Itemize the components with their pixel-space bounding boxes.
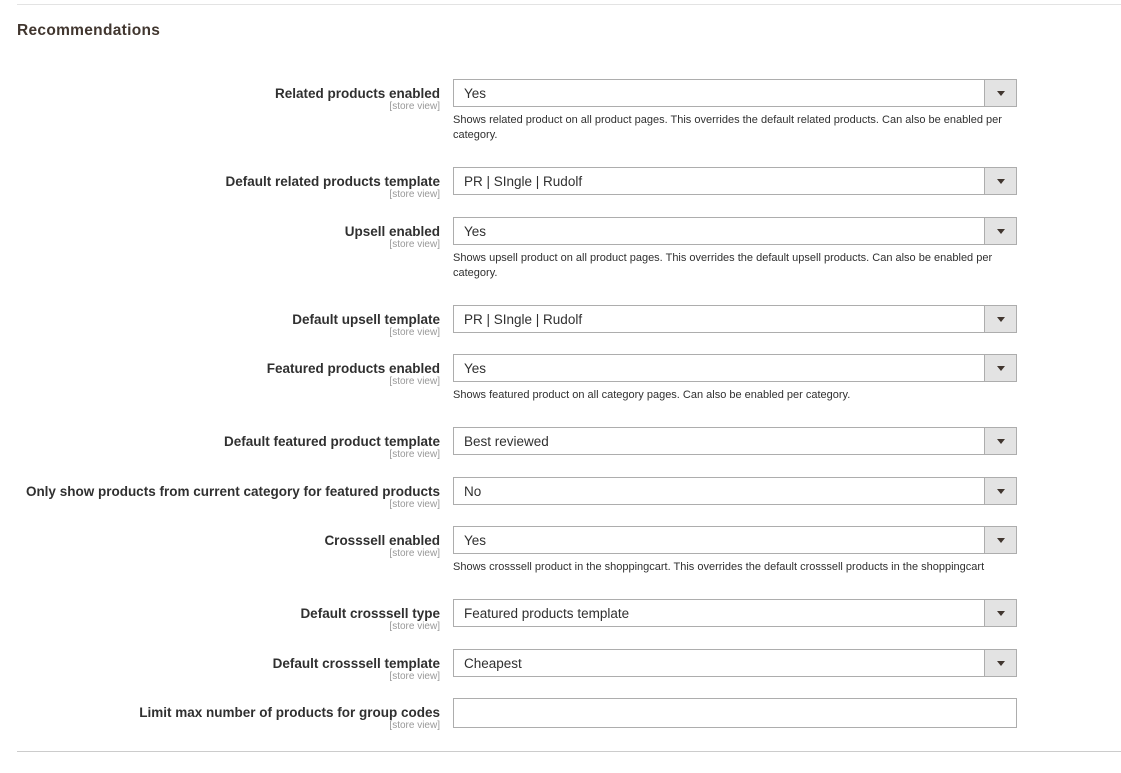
featured-enabled-select[interactable] [453, 354, 1017, 382]
crosssell-type-select[interactable] [453, 599, 1017, 627]
select-value: Yes [464, 533, 487, 548]
field-label: Related products enabled [274, 86, 440, 101]
scope-label: [store view] [389, 239, 440, 250]
chevron-down-icon[interactable] [984, 306, 1016, 332]
field-label: Default related products template [225, 174, 440, 189]
chevron-down-icon[interactable] [984, 80, 1016, 106]
scope-label: [store view] [389, 189, 440, 200]
upsell-enabled-select[interactable] [453, 217, 1017, 245]
field-note: Shows related product on all product pages. This overrides the default related products. Can also be enabled per category. [453, 114, 1002, 141]
upsell-template-select[interactable] [453, 305, 1017, 333]
chevron-down-icon[interactable] [984, 428, 1016, 454]
crosssell-template-select[interactable] [453, 649, 1017, 677]
scope-label: [store view] [389, 101, 440, 112]
chevron-down-icon[interactable] [984, 527, 1016, 553]
chevron-down-icon[interactable] [984, 478, 1016, 504]
scope-label: [store view] [389, 376, 440, 387]
scope-label: [store view] [389, 671, 440, 682]
section-bottom-divider [17, 751, 1121, 752]
scope-label: [store view] [389, 499, 440, 510]
chevron-down-icon[interactable] [984, 218, 1016, 244]
related-template-select[interactable] [453, 167, 1017, 195]
scope-label: [store view] [389, 548, 440, 559]
section-title: Recommendations [17, 22, 161, 39]
field-label: Default upsell template [292, 312, 440, 327]
field-label: Limit max number of products for group codes [139, 705, 440, 720]
featured-template-select[interactable] [453, 427, 1017, 455]
field-label: Featured products enabled [266, 361, 440, 376]
select-value: Cheapest [464, 656, 522, 671]
scope-label: [store view] [389, 449, 440, 460]
scope-label: [store view] [389, 621, 440, 632]
select-value: PR | SIngle | Rudolf [464, 312, 583, 327]
chevron-down-icon[interactable] [984, 650, 1016, 676]
field-label: Crosssell enabled [324, 533, 440, 548]
chevron-down-icon[interactable] [984, 168, 1016, 194]
max-products-group-codes-input[interactable] [453, 698, 1017, 728]
select-value: Yes [464, 86, 487, 101]
select-value: Featured products template [464, 606, 630, 621]
scope-label: [store view] [389, 327, 440, 338]
current-category-only-select[interactable] [453, 477, 1017, 505]
chevron-down-icon[interactable] [984, 355, 1016, 381]
scope-label: [store view] [389, 720, 440, 731]
select-value: No [464, 484, 482, 499]
select-value: Yes [464, 361, 487, 376]
select-value: PR | SIngle | Rudolf [464, 174, 583, 189]
select-value: Best reviewed [464, 434, 549, 449]
field-note: Shows crosssell product in the shoppingcart. This overrides the default crosssell products in the shoppingcart [453, 561, 985, 573]
section-top-divider [17, 4, 1121, 5]
field-label: Default crosssell type [300, 606, 440, 621]
field-label: Only show products from current category for featured products [25, 484, 440, 499]
field-note: Shows upsell product on all product pages. This overrides the default upsell products. Can also be enabled per category. [453, 252, 993, 279]
field-note: Shows featured product on all category pages. Can also be enabled per category. [453, 389, 851, 401]
field-label: Default featured product template [223, 434, 440, 449]
related-enabled-select[interactable] [453, 79, 1017, 107]
chevron-down-icon[interactable] [984, 600, 1016, 626]
field-label: Upsell enabled [344, 224, 440, 239]
select-value: Yes [464, 224, 487, 239]
field-label: Default crosssell template [272, 656, 440, 671]
crosssell-enabled-select[interactable] [453, 526, 1017, 554]
